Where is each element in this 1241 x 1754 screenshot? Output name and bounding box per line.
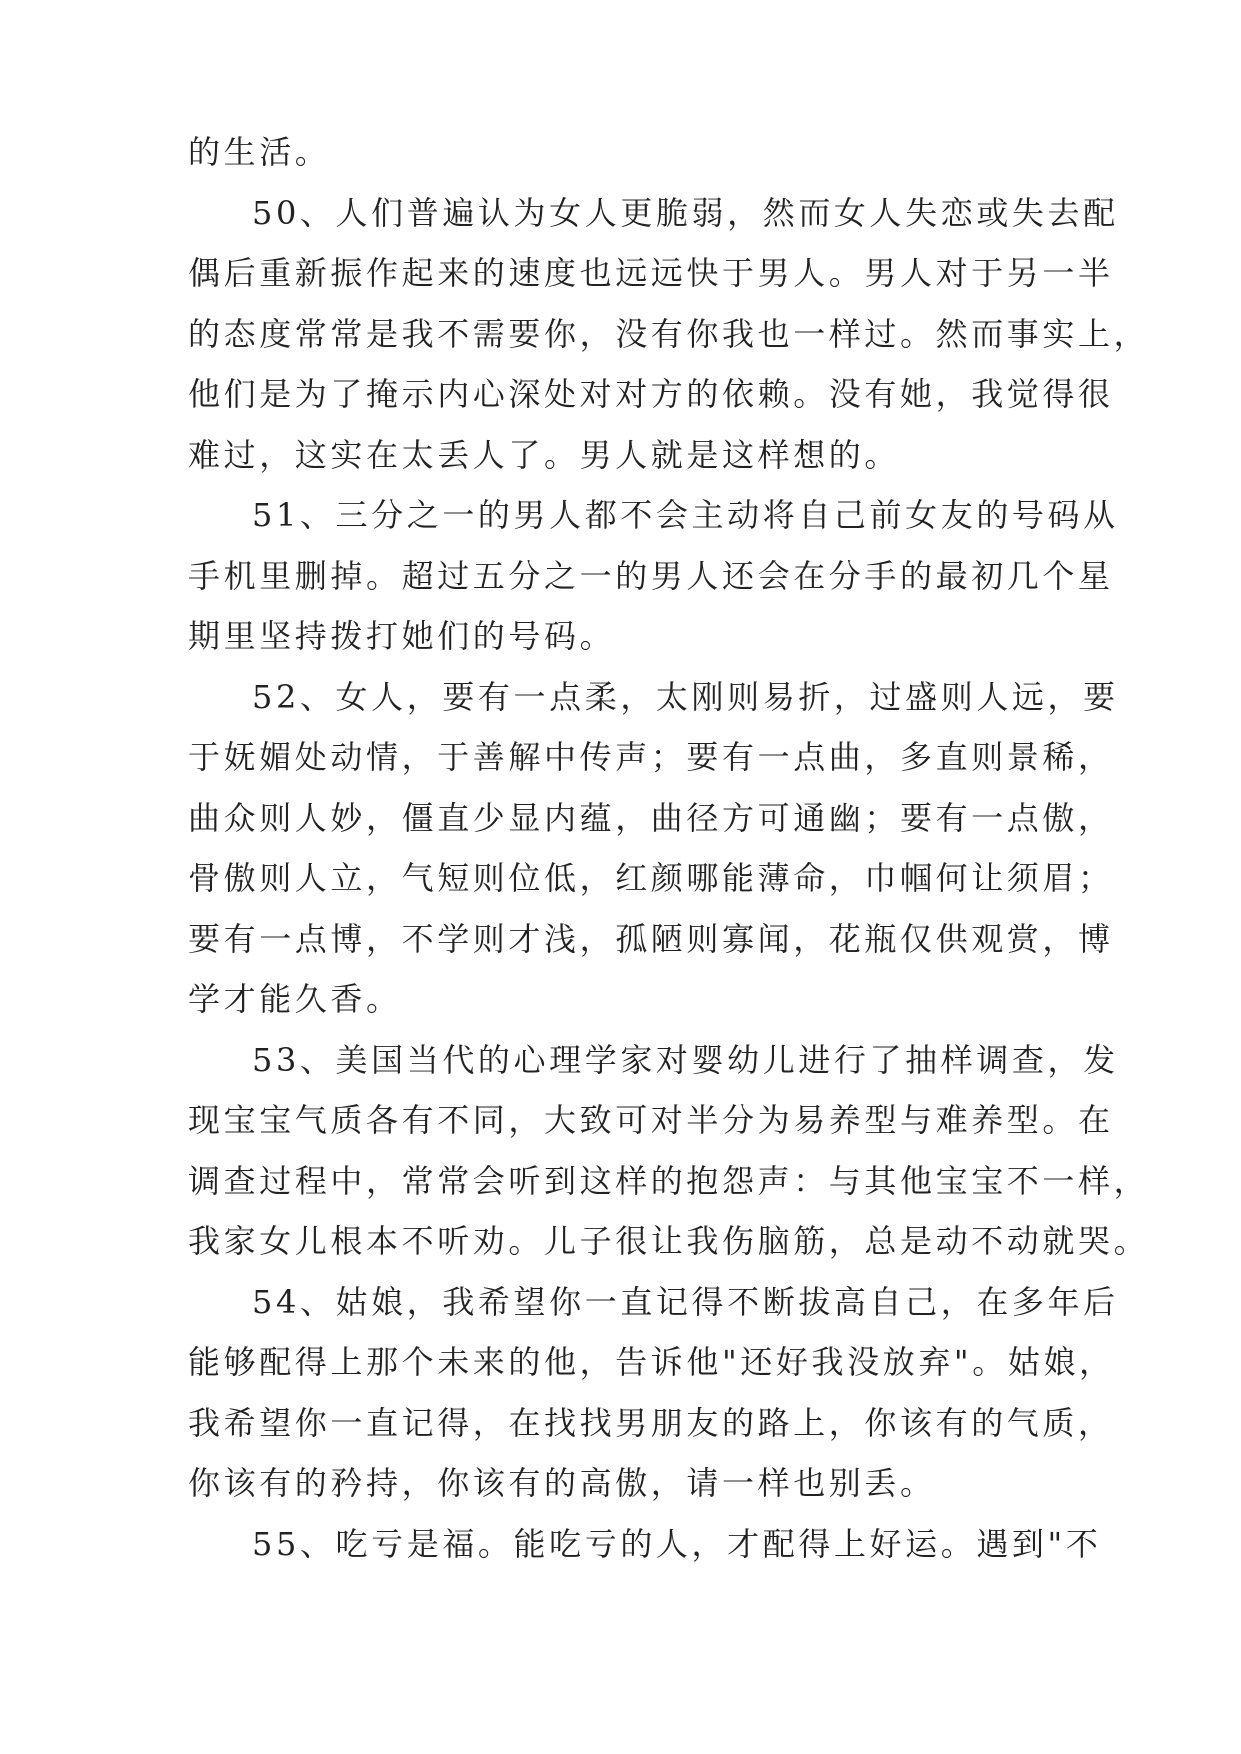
text-line: 我希望你一直记得，在找找男朋友的路上，你该有的气质， xyxy=(188,1403,1114,1442)
text-line: 曲众则人妙，僵直少显内蕴，曲径方可通幽；要有一点傲， xyxy=(188,798,1114,837)
text-line: 你该有的矜持，你该有的高傲，请一样也别丢。 xyxy=(188,1464,936,1502)
paragraph-51 xyxy=(188,485,1119,667)
paragraph-50 xyxy=(188,183,1150,486)
text-line: 的生活。 xyxy=(188,133,331,171)
paragraph-continuation xyxy=(188,122,1068,183)
text-line: 53、美国当代的心理学家对婴幼儿进行了抽样调查，发 xyxy=(252,1040,1119,1079)
text-line: 能够配得上那个未来的他，告诉他"还好我没放弃"。姑娘， xyxy=(188,1343,1115,1381)
text-line: 要有一点博，不学则才浅，孤陋则寡闻，花瓶仅供观赏，博 xyxy=(188,919,1114,958)
text-line: 他们是为了掩示内心深处对对方的依赖。没有她，我觉得很 xyxy=(188,375,1114,413)
document-page xyxy=(188,122,1150,1574)
text-line: 期里坚持拨打她们的号码。 xyxy=(188,617,616,655)
text-line: 的态度常常是我不需要你，没有你我也一样过。然而事实上， xyxy=(188,314,1150,353)
text-line: 51、三分之一的男人都不会主动将自己前女友的号码从 xyxy=(252,496,1119,534)
text-line: 52、女人，要有一点柔，太刚则易折，过盛则人远，要 xyxy=(252,677,1119,716)
paragraph-52 xyxy=(188,667,1119,1030)
text-line: 手机里删掉。超过五分之一的男人还会在分手的最初几个星 xyxy=(188,556,1114,595)
text-line: 54、姑娘，我希望你一直记得不断拔高自己，在多年后 xyxy=(252,1282,1119,1321)
text-line: 50、人们普遍认为女人更脆弱，然而女人失恋或失去配 xyxy=(252,193,1119,232)
text-line: 学才能久香。 xyxy=(188,980,402,1018)
text-line: 于妩媚处动情，于善解中传声；要有一点曲，多直则景稀， xyxy=(188,738,1114,776)
text-line: 55、吃亏是福。能吃亏的人，才配得上好运。遇到"不 xyxy=(252,1524,1102,1563)
text-line: 难过，这实在太丢人了。男人就是这样想的。 xyxy=(188,435,901,474)
paragraph-53 xyxy=(188,1030,1150,1272)
text-line: 调查过程中，常常会听到这样的抱怨声：与其他宝宝不一样， xyxy=(188,1161,1150,1200)
paragraph-54 xyxy=(188,1272,1119,1514)
paragraph-55 xyxy=(188,1514,1102,1575)
text-line: 现宝宝气质各有不同，大致可对半分为易养型与难养型。在 xyxy=(188,1101,1114,1139)
text-line: 偶后重新振作起来的速度也远远快于男人。男人对于另一半 xyxy=(188,254,1114,292)
text-line: 骨傲则人立，气短则位低，红颜哪能薄命，巾帼何让须眉； xyxy=(188,859,1114,897)
text-line: 我家女儿根本不听劝。儿子很让我伤脑筋，总是动不动就哭。 xyxy=(188,1222,1150,1260)
